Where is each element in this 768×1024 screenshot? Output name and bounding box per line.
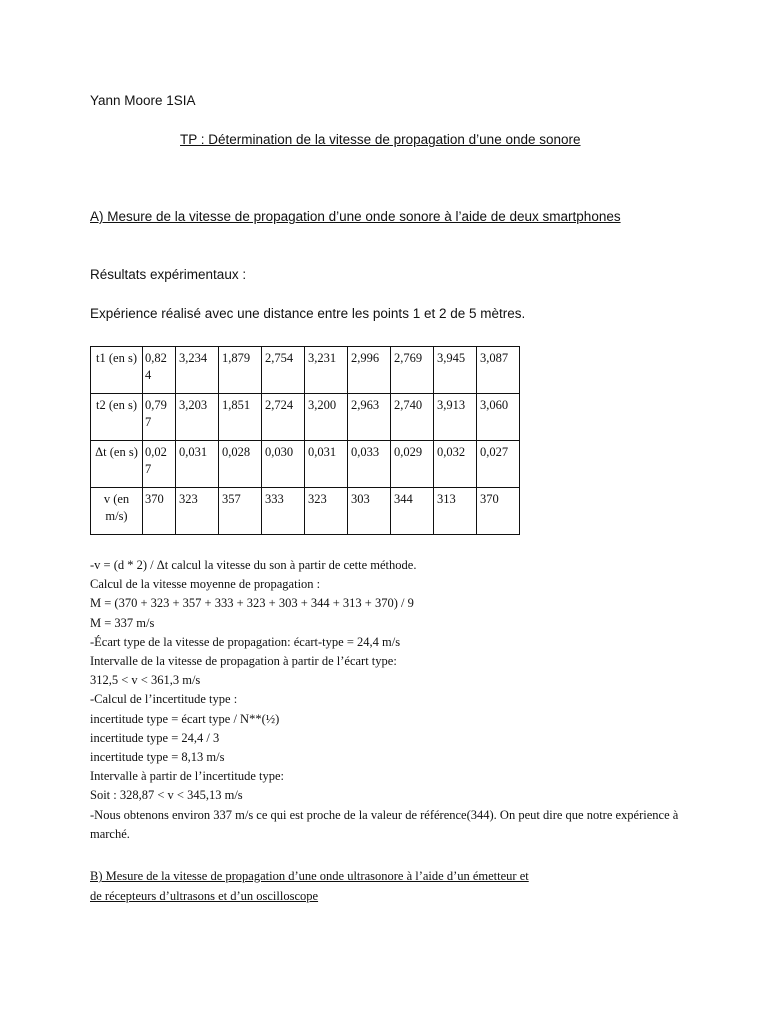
table-cell: 313 bbox=[434, 488, 477, 535]
table-cell: 2,754 bbox=[262, 347, 305, 394]
table-cell: 0,031 bbox=[176, 441, 219, 488]
measurement-table bbox=[90, 346, 520, 535]
table-row bbox=[91, 394, 520, 441]
calculation-block bbox=[90, 556, 690, 844]
row-label: Δt (en s) bbox=[91, 441, 143, 488]
calc-line: Intervalle de la vitesse de propagation à partir de l’écart type: bbox=[90, 654, 397, 669]
table-cell: 2,996 bbox=[348, 347, 391, 394]
calc-line: Soit : 328,87 < v < 345,13 m/s bbox=[90, 788, 243, 803]
calc-line: incertitude type = écart type / N**(½) bbox=[90, 711, 280, 726]
results-label: Résultats expérimentaux : bbox=[90, 267, 247, 282]
section-b-heading bbox=[90, 866, 529, 906]
table-cell: 333 bbox=[262, 488, 305, 535]
table-cell: 3,945 bbox=[434, 347, 477, 394]
table-row bbox=[91, 441, 520, 488]
table-cell: 1,851 bbox=[219, 394, 262, 441]
table-row bbox=[91, 347, 520, 394]
table-cell: 0,027 bbox=[477, 441, 520, 488]
row-label: v (en m/s) bbox=[91, 488, 143, 535]
table-cell: 0,029 bbox=[391, 441, 434, 488]
table-cell: 303 bbox=[348, 488, 391, 535]
table-cell: 1,879 bbox=[219, 347, 262, 394]
table-cell: 3,203 bbox=[176, 394, 219, 441]
calc-line: 312,5 < v < 361,3 m/s bbox=[90, 673, 201, 688]
table-cell: 357 bbox=[219, 488, 262, 535]
table-cell: 0,033 bbox=[348, 441, 391, 488]
calc-line: M = (370 + 323 + 357 + 333 + 323 + 303 + 344 + 313 + 370) / 9 bbox=[90, 596, 414, 611]
table-cell: 0,028 bbox=[219, 441, 262, 488]
table-cell: 344 bbox=[391, 488, 434, 535]
table-cell: 0,030 bbox=[262, 441, 305, 488]
table-row bbox=[91, 488, 520, 535]
calc-line: incertitude type = 8,13 m/s bbox=[90, 750, 225, 765]
table-cell: 3,060 bbox=[477, 394, 520, 441]
table-cell: 2,769 bbox=[391, 347, 434, 394]
table-cell: 370 bbox=[477, 488, 520, 535]
table-cell: 3,231 bbox=[305, 347, 348, 394]
table-cell: 2,963 bbox=[348, 394, 391, 441]
table-cell: 323 bbox=[305, 488, 348, 535]
calc-line: incertitude type = 24,4 / 3 bbox=[90, 730, 220, 745]
table-cell: 3,913 bbox=[434, 394, 477, 441]
calc-line: M = 337 m/s bbox=[90, 615, 155, 630]
table-cell: 3,087 bbox=[477, 347, 520, 394]
table-cell: 3,234 bbox=[176, 347, 219, 394]
table-cell: 0,027 bbox=[143, 441, 176, 488]
experiment-note: Expérience réalisé avec une distance entre les points 1 et 2 de 5 mètres. bbox=[90, 306, 526, 321]
table-cell: 2,740 bbox=[391, 394, 434, 441]
calc-line: Calcul de la vitesse moyenne de propagation : bbox=[90, 577, 321, 592]
row-label: t1 (en s) bbox=[91, 347, 143, 394]
calc-line: -Écart type de la vitesse de propagation: écart-type = 24,4 m/s bbox=[90, 634, 401, 649]
section-b-heading-line-1: B) Mesure de la vitesse de propagation d’une onde ultrasonore à l’aide d’un émetteur et bbox=[90, 869, 529, 883]
calc-line: -Calcul de l’incertitude type : bbox=[90, 692, 238, 707]
calc-line: -Nous obtenons environ 337 m/s ce qui est proche de la valeur de référence(344). On peut dire que notre expérience à marché. bbox=[90, 807, 679, 841]
table-cell: 323 bbox=[176, 488, 219, 535]
section-b-heading-line-2: de récepteurs d’ultrasons et d’un oscilloscope bbox=[90, 889, 319, 903]
table-cell: 0,031 bbox=[305, 441, 348, 488]
table-cell: 370 bbox=[143, 488, 176, 535]
table-cell: 0,032 bbox=[434, 441, 477, 488]
row-label: t2 (en s) bbox=[91, 394, 143, 441]
table-cell: 0,797 bbox=[143, 394, 176, 441]
section-a-heading: A) Mesure de la vitesse de propagation d’une onde sonore à l’aide de deux smartphones bbox=[90, 209, 621, 224]
table-cell: 3,200 bbox=[305, 394, 348, 441]
calc-line: -v = (d * 2) / Δt calcul la vitesse du son à partir de cette méthode. bbox=[90, 558, 417, 572]
page-title: TP : Détermination de la vitesse de propagation d’une onde sonore bbox=[180, 132, 581, 147]
author-line: Yann Moore 1SIA bbox=[90, 93, 196, 108]
table-cell: 2,724 bbox=[262, 394, 305, 441]
calc-line: Intervalle à partir de l’incertitude type: bbox=[90, 769, 285, 784]
table-cell: 0,824 bbox=[143, 347, 176, 394]
